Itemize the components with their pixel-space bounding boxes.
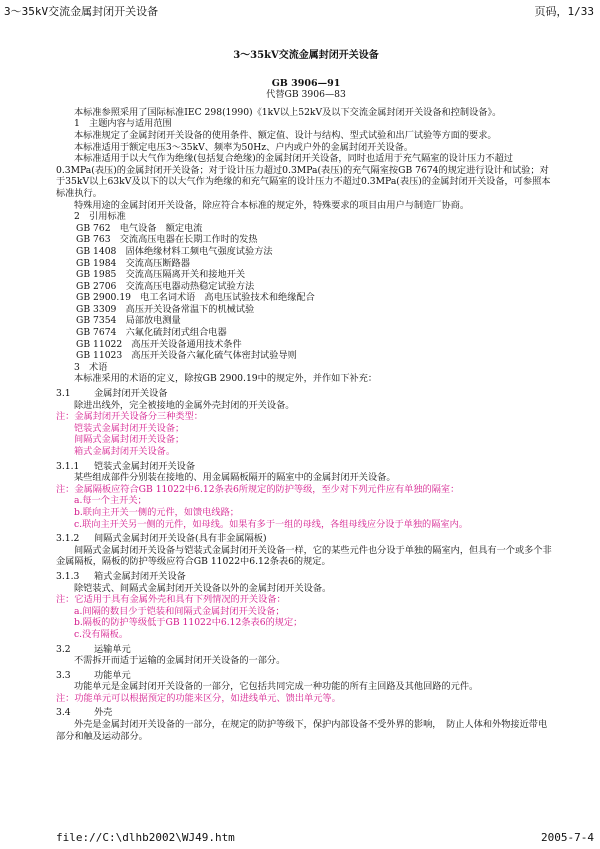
- section-title: 外壳: [94, 707, 113, 719]
- document-title: 3～35kV交流金属封闭开关设备: [233, 50, 379, 61]
- section-title: 运输单元: [94, 643, 131, 655]
- section-3-4-paragraph: 外壳是金属封闭开关设备的一部分，在规定的防护等级下，保护内部设备不受外界的影响， 防止人体和外物接近带电部分和触及运动部分。: [56, 719, 548, 742]
- section-3-1-3-paragraph: 除铠装式、间隔式金属封闭开关设备以外的金属封闭开关设备。: [74, 582, 332, 594]
- section-title: 功能单元: [94, 669, 131, 681]
- section-number: 3.1.1: [56, 460, 80, 472]
- section-3-2-heading: [56, 644, 556, 656]
- note-line: 铠装式金属封闭开关设备；: [74, 422, 185, 434]
- section-3-2-paragraph: 不需拆开而适于运输的金属封闭开关设备的一部分。: [74, 655, 286, 667]
- reference-item: GB 1408 固体绝缘材料工频电气强度试验方法: [76, 245, 273, 257]
- footer-file-path: file://C:\dlhb2002\WJ49.htm: [56, 831, 235, 844]
- note-armored: [56, 484, 556, 530]
- note-line: a.每一个主开关；: [74, 495, 147, 507]
- note-line: c.联向主开关另一侧的元件，如母线。如果有多于一组的母线，各组母线应分设于单独的隔室内。: [74, 518, 468, 530]
- section-3-1-1-paragraph: 某些组成部件分别装在接地的、用金属隔板隔开的隔室中的金属封闭开关设备。: [74, 472, 396, 484]
- section-number: 3.4: [56, 707, 71, 719]
- section-number: 3.1.2: [56, 533, 80, 545]
- section-3-1-paragraph: 除进出线外，完全被接地的金属外壳封闭的开关设备。: [74, 399, 295, 411]
- reference-item: GB 11023 高压开关设备六氟化硫气体密封试验导则: [76, 350, 297, 362]
- note-types: [56, 411, 556, 457]
- header-title: 3～35kV交流金属封闭开关设备: [4, 5, 159, 18]
- section-3-4-heading: [56, 707, 556, 719]
- section-number: 3.1: [56, 388, 71, 400]
- reference-item: GB 7674 六氟化硫封闭式组合电器: [76, 327, 227, 339]
- page-header: [0, 0, 600, 20]
- section-1-paragraph-4: 特殊用途的金属封闭开关设备，除应符合本标准的规定外，特殊要求的项目由用户与制造厂协商。: [74, 199, 470, 211]
- reference-item: GB 2900.19 电工名词术语 高电压试验技术和绝缘配合: [76, 292, 315, 304]
- reference-item: GB 3309 高压开关设备常温下的机械试验: [76, 303, 255, 315]
- note-line: 注：金属封闭开关设备分三种类型：: [56, 411, 203, 423]
- intro-paragraph: 本标准参照采用了国际标准IEC 298(1990)《1kV以上52kV及以下交流金属封闭开关设备和控制设备》。: [74, 106, 502, 118]
- note-line: 间隔式金属封闭开关设备；: [74, 434, 185, 446]
- standard-number: GB 3906—91: [271, 77, 341, 89]
- section-3-1-3-heading: [56, 571, 556, 583]
- section-1-paragraph-2: 本标准适用于额定电压3～35kV、频率为50Hz、户内或户外的金属封闭开关设备。: [74, 141, 414, 153]
- section-3-paragraph: 本标准采用的术语的定义，除按GB 2900.19中的规定外，并作如下补充：: [74, 373, 378, 385]
- note-line: 注：它适用于具有金属外壳和具有下列情况的开关设备：: [56, 594, 286, 606]
- note-line: b.隔板的防护等级低于GB 11022中6.12条表6的规定；: [74, 617, 303, 629]
- section-title: 箱式金属封闭开关设备: [94, 570, 186, 582]
- section-1-heading: 1 主题内容与适用范围: [74, 118, 172, 130]
- note-line: a.间隔的数目少于铠装和间隔式金属封闭开关设备；: [74, 605, 285, 617]
- reference-list: [56, 223, 556, 362]
- section-number: 3.3: [56, 669, 71, 681]
- header-page-number: 页码，1/33: [534, 5, 594, 18]
- reference-item: GB 7354 局部放电测量: [76, 315, 181, 327]
- reference-item: GB 1985 交流高压隔离开关和接地开关: [76, 269, 246, 281]
- section-1-paragraph-1: 本标准规定了金属封闭开关设备的使用条件、额定值、设计与结构、型式试验和出厂试验等方面的要求。: [74, 129, 497, 141]
- note-box-type: [56, 594, 556, 640]
- note-line: 注：金属隔板应符合GB 11022中6.12条表6所规定的防护等级，至少对下列元件应有单独的隔室：: [56, 483, 460, 495]
- note-line: 箱式金属封闭开关设备。: [74, 446, 176, 457]
- section-number: 3.2: [56, 643, 71, 655]
- section-3-3-heading: [56, 670, 556, 682]
- section-number: 3.1.3: [56, 570, 80, 582]
- page-footer: [0, 825, 600, 849]
- section-3-1-1-heading: [56, 461, 556, 473]
- reference-item: GB 11022 高压开关设备通用技术条件: [76, 338, 242, 350]
- reference-item: GB 763 交流高压电器在长期工作时的发热: [76, 234, 258, 246]
- section-3-1-2-heading: [56, 533, 556, 545]
- reference-item: GB 1984 交流高压断路器: [76, 257, 190, 269]
- section-title: 金属封闭开关设备: [94, 388, 168, 400]
- section-1-paragraph-3: 本标准适用于以大气作为绝缘(包括复合绝缘)的金属封闭开关设备，同时也适用于充气隔室的设计压力不超过0.3MPa(表压)的金属封闭开关设备；对于设计压力超过0.3MPa(表压)的充气隔室按GB 7674的规定进行设计和试验；对于35kV以上63kV及以下的以大气作为绝缘的和充气隔室的设计压力不超过0.3MPa(表压)的金属封闭开关设备，可参照本标准执行。: [56, 153, 551, 199]
- note-line: c.没有隔板。: [74, 628, 129, 640]
- replaces-standard: 代替GB 3906—83: [266, 89, 346, 101]
- note-line: b.联向主开关一侧的元件，如馈电线路；: [74, 506, 239, 518]
- note-functional-unit: 注：功能单元可以根据预定的功能来区分，如进线单元、馈出单元等。: [56, 692, 341, 704]
- reference-item: GB 762 电气设备 额定电流: [76, 222, 203, 234]
- section-3-1-heading: [56, 388, 556, 400]
- section-3-3-paragraph: 功能单元是金属封闭开关设备的一部分，它包括共同完成一种功能的所有主回路及其他回路的元件。: [74, 681, 479, 693]
- section-3-heading: 3 术语: [74, 361, 108, 373]
- document-body: [56, 50, 556, 742]
- section-title: 铠装式金属封闭开关设备: [94, 460, 196, 472]
- section-2-heading: 2 引用标准: [74, 211, 126, 223]
- footer-date: 2005-7-4: [541, 831, 594, 844]
- section-3-1-2-paragraph: 间隔式金属封闭开关设备与铠装式金属封闭开关设备一样，它的某些元件也分设于单独的隔室内，但具有一个或多个非金属隔板，隔板的防护等级应符合GB 11022中6.12条表6的规定。: [56, 544, 552, 568]
- reference-item: GB 2706 交流高压电器动热稳定试验方法: [76, 280, 255, 292]
- section-title: 间隔式金属封闭开关设备(具有非金属隔板): [94, 533, 267, 545]
